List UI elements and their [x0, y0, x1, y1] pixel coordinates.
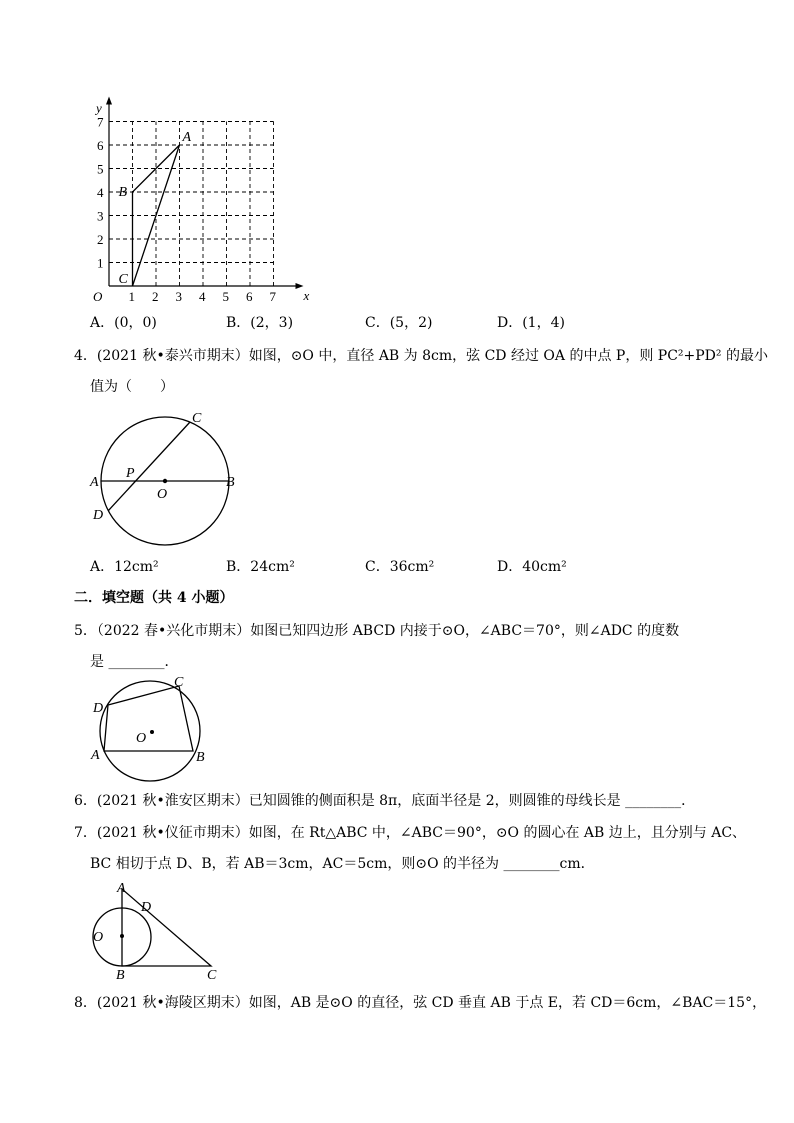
circle-o — [100, 681, 200, 781]
x-tick-label: 6 — [246, 289, 253, 304]
label-d: D — [93, 701, 104, 716]
label-a: A — [90, 475, 99, 490]
q5-circle-figure — [86, 672, 216, 790]
point-label-a: A — [182, 130, 192, 145]
label-a: A — [117, 881, 126, 896]
label-b: B — [116, 968, 125, 983]
q6-text-line1: 6．(2021 秋•淮安区期末）已知圆锥的侧面积是 8π，底面半径是 2，则圆锥的母线长是 ________． — [74, 793, 696, 809]
label-d: D — [141, 900, 152, 915]
label-o: O — [157, 487, 168, 502]
q4-option-b: B．24cm² — [226, 559, 295, 575]
label-o: O — [136, 731, 147, 746]
label-o: O — [93, 930, 104, 945]
x-tick-label: 1 — [128, 289, 135, 304]
label-d: D — [93, 508, 104, 523]
q4-circle-figure — [86, 406, 256, 546]
quadrilateral-abcd — [104, 686, 193, 751]
y-tick-label: 2 — [97, 232, 104, 247]
y-tick-label: 4 — [97, 185, 104, 200]
q3-option-c: C．(5，2) — [365, 315, 433, 331]
q8-text-line1: 8．(2021 秋•海陵区期末）如图，AB 是⊙O 的直径，弦 CD 垂直 AB 于点 E，若 CD＝6cm，∠BAC＝15°， — [74, 995, 767, 1011]
y-tick-label: 3 — [97, 208, 104, 224]
label-c: C — [207, 968, 217, 983]
y-axis-label: y — [96, 100, 102, 116]
point-label-b: B — [118, 185, 128, 200]
point-label-c: C — [118, 272, 128, 287]
q7-text-line2: BC 相切于点 D、B，若 AB＝3cm，AC＝5cm，则⊙O 的半径为 ________cm． — [90, 856, 595, 872]
grid-lines — [109, 122, 274, 287]
x-tick-label: 7 — [269, 289, 276, 304]
q4-option-c: C．36cm² — [365, 559, 435, 575]
y-tick-label: 1 — [97, 255, 104, 271]
x-tick-label: 5 — [222, 289, 229, 304]
x-tick-label: 4 — [199, 289, 206, 304]
coordinate-grid-figure — [84, 92, 314, 307]
y-tick-label: 7 — [97, 114, 104, 130]
q4-option-d: D．40cm² — [497, 559, 567, 575]
x-axis-label: x — [303, 288, 310, 303]
label-c: C — [192, 411, 202, 426]
q4-text-line1: 4．(2021 秋•泰兴市期末）如图，⊙O 中，直径 AB 为 8cm，弦 CD 经过 OA 的中点 P，则 PC²+PD² 的最小 — [74, 348, 768, 364]
y-tick-label: 5 — [97, 161, 104, 177]
label-p: P — [126, 466, 135, 481]
q7-text-line1: 7．(2021 秋•仪征市期末）如图，在 Rt△ABC 中，∠ABC＝90°，⊙O 的圆心在 AB 边上，且分别与 AC、 — [74, 825, 747, 841]
center-dot — [163, 479, 167, 483]
q4-text-line2: 值为（ ） — [90, 379, 174, 395]
q5-text-line1: 5．（2022 春•兴化市期末）如图已知四边形 ABCD 内接于⊙O，∠ABC＝70°，则∠ADC 的度数 — [74, 623, 680, 639]
q3-option-b: B．(2，3) — [226, 315, 294, 331]
q7-triangle-figure — [86, 880, 226, 986]
label-b: B — [196, 750, 205, 765]
y-tick-label: 6 — [97, 138, 104, 153]
q3-option-d: D．(1，4) — [497, 315, 565, 331]
q5-text-line2: 是 ________． — [90, 654, 179, 670]
center-dot — [150, 730, 154, 734]
x-tick-label: 2 — [152, 289, 159, 304]
q3-option-a: A．(0，0) — [90, 315, 157, 331]
y-axis-arrow — [106, 97, 112, 105]
label-c: C — [174, 675, 184, 690]
x-axis-arrow — [296, 283, 304, 289]
origin-label: O — [93, 289, 103, 304]
triangle-abc — [122, 889, 211, 966]
label-b: B — [226, 475, 235, 490]
x-tick-label: 3 — [175, 289, 182, 304]
triangle-abc — [119, 130, 192, 287]
label-a: A — [91, 748, 100, 763]
q4-option-a: A．12cm² — [90, 559, 159, 575]
center-dot — [120, 934, 124, 938]
section-heading-fill-in: 二．填空题（共 4 小题） — [74, 590, 234, 606]
